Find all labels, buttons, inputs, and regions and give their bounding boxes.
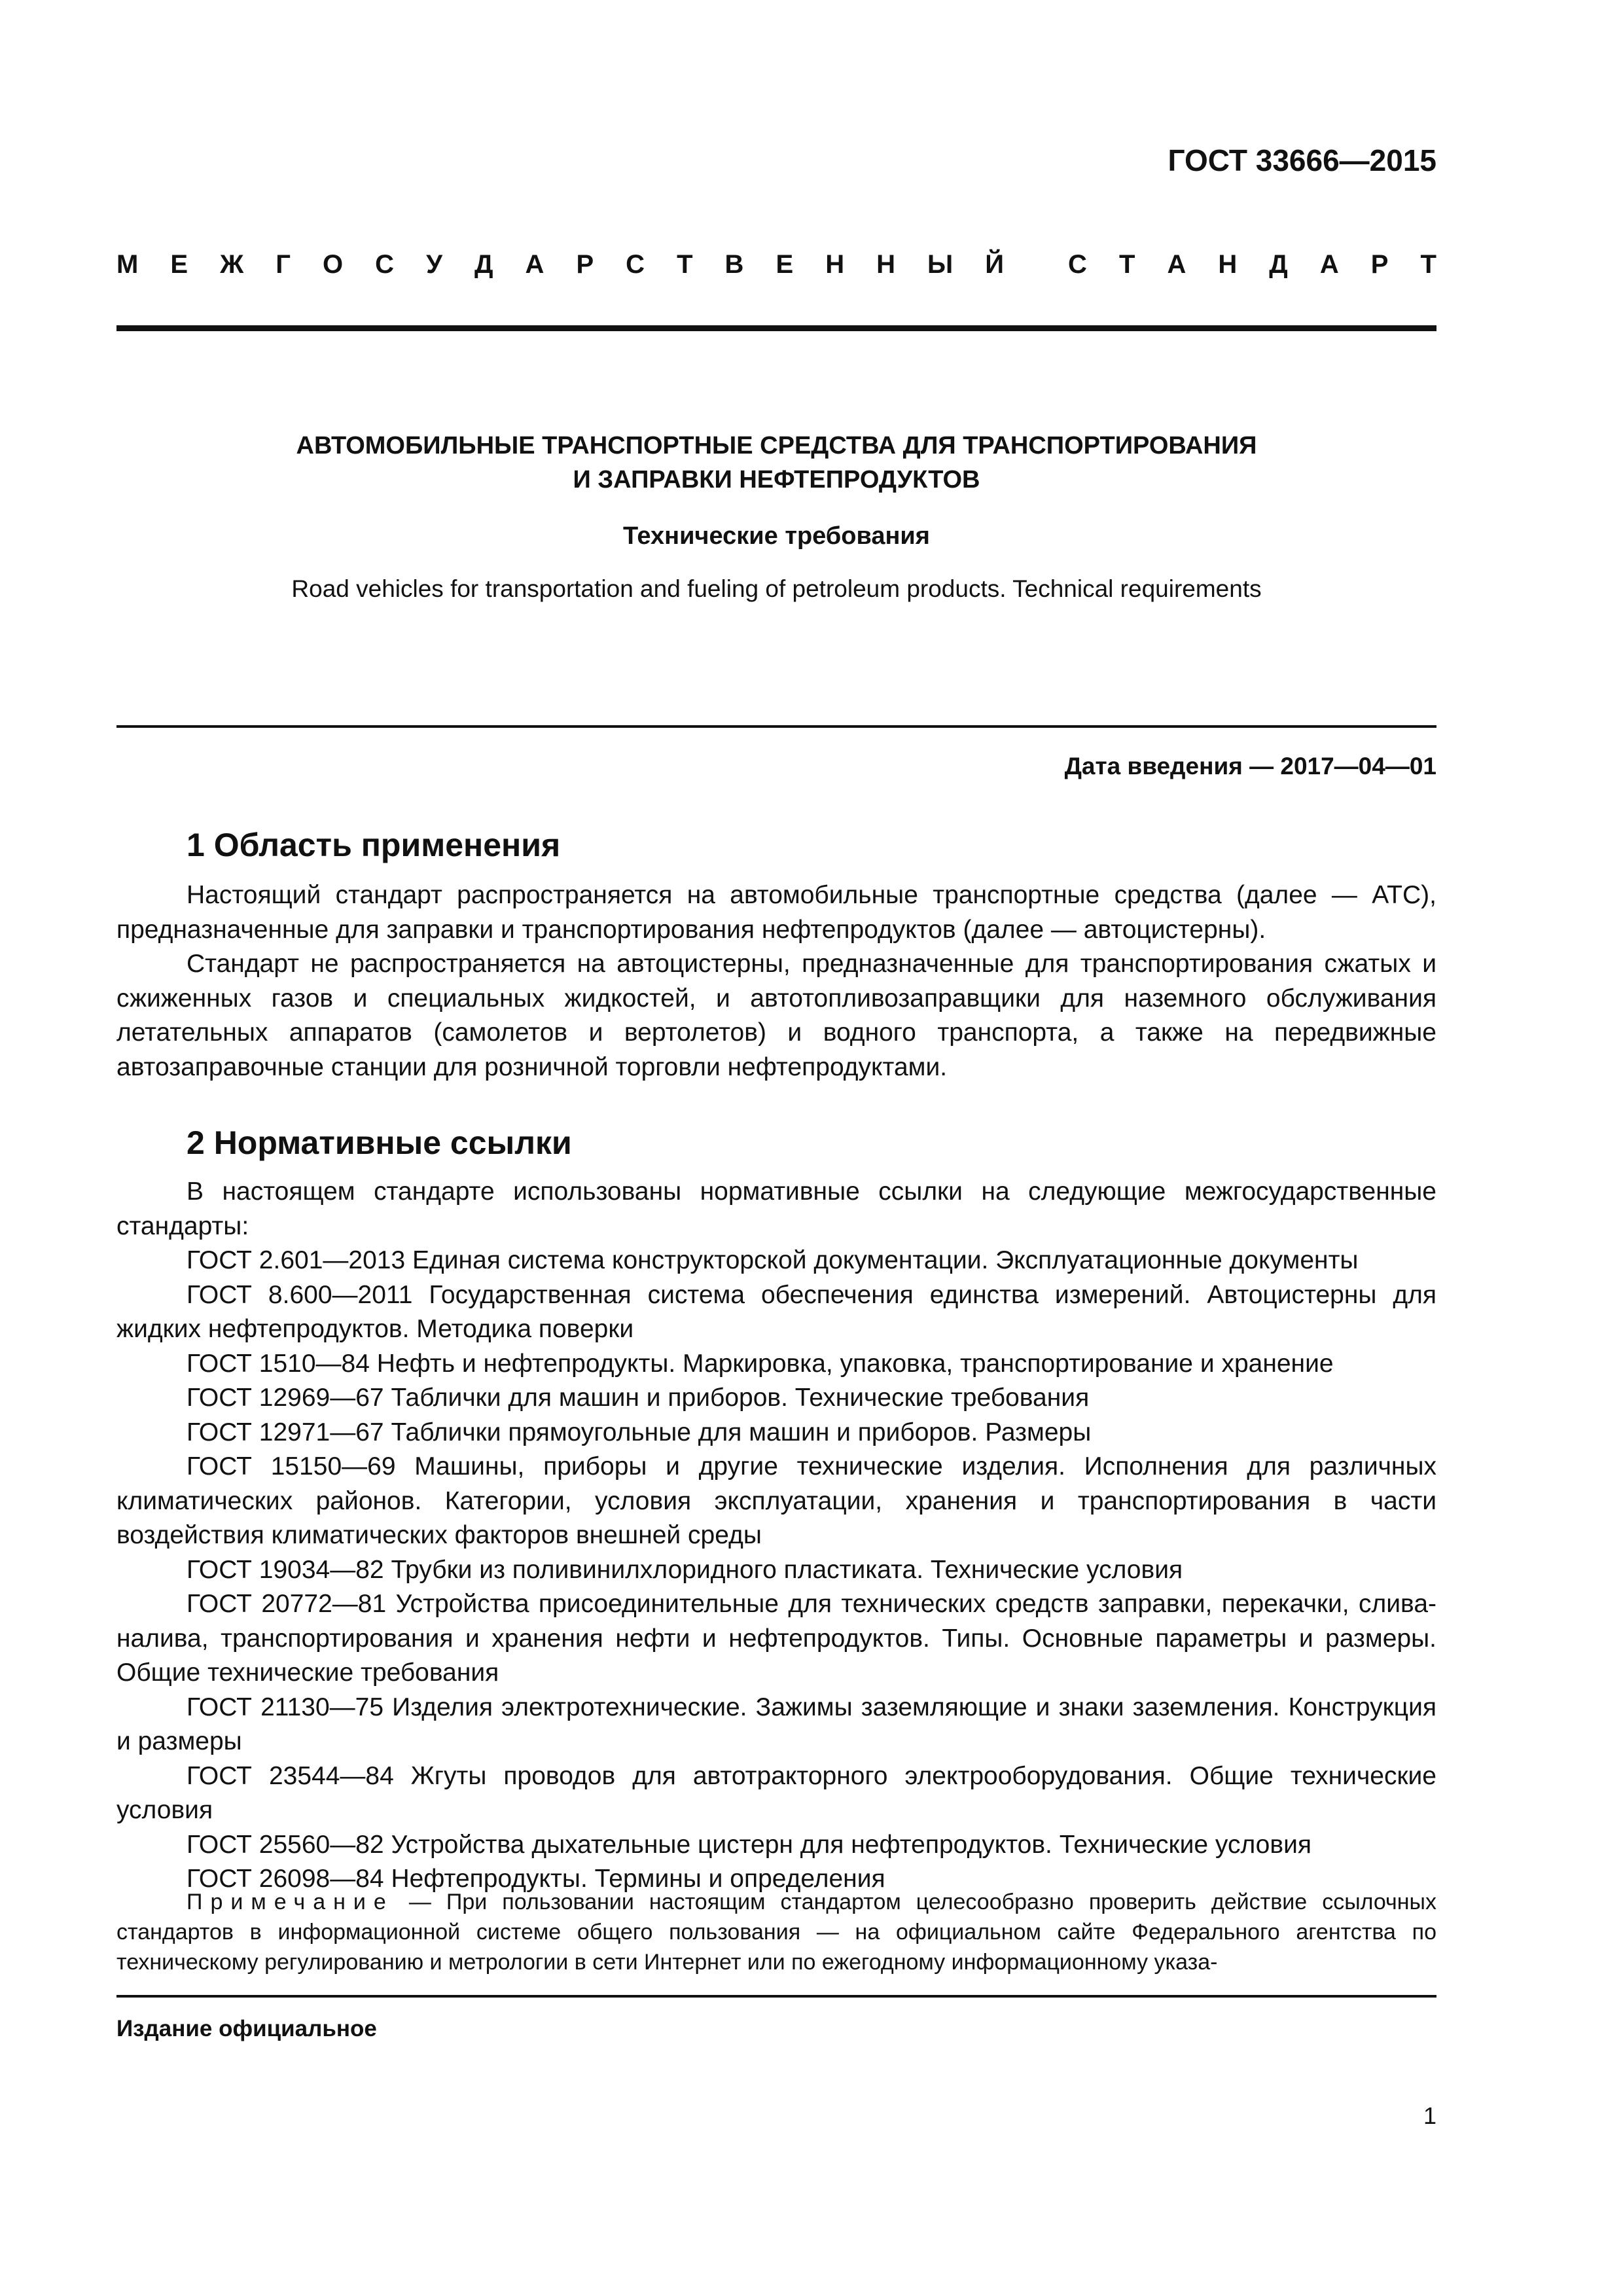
standard-type-letter: С	[1068, 250, 1087, 279]
reference-item: ГОСТ 23544—84 Жгуты проводов для автотракторного электрооборудования. Общие технические условия	[116, 1761, 1436, 1824]
title-block	[116, 429, 1436, 605]
footer-divider	[116, 1995, 1436, 1998]
reference-item: ГОСТ 2.601—2013 Единая система конструкторской документации. Эксплуатационные документы	[187, 1246, 1359, 1274]
reference-item: ГОСТ 8.600—2011 Государственная система обеспечения единства измерений. Автоцистерны для жидких нефтепродуктов. Методика поверки	[116, 1280, 1436, 1343]
note-text: — При пользовании настоящим стандартом целесообразно проверить действие ссылочных стандартов в информационной системе общего пользования — на официальном сайте Федерального агентства по техническому регулированию и метрологии в сети Интернет или по ежегодному информационному указа-	[116, 1890, 1436, 1975]
standard-type-letter: Ы	[927, 250, 954, 279]
document-subtitle: Технические требования	[623, 522, 930, 550]
standard-type-letter: Т	[677, 250, 693, 279]
title-divider	[116, 725, 1436, 728]
edition-label: Издание официальное	[116, 2016, 377, 2041]
reference-item: ГОСТ 12969—67 Таблички для машин и приборов. Технические требования	[187, 1384, 1090, 1412]
standard-type-letter: Д	[474, 250, 493, 279]
header-divider	[116, 325, 1436, 331]
standard-type-letter: Р	[576, 250, 594, 279]
paragraph: В настоящем стандарте использованы нормативные ссылки на следующие межгосударственные стандарты:	[116, 1177, 1436, 1240]
page-number: 1	[1423, 2102, 1436, 2129]
standard-type-letter: У	[426, 250, 442, 279]
standard-type-letter: Е	[170, 250, 188, 279]
standard-type-letter: Н	[1218, 250, 1238, 279]
document-number: ГОСТ 33666—2015	[1168, 143, 1436, 177]
standard-type-letter: Т	[1420, 250, 1436, 279]
reference-item: ГОСТ 15150—69 Машины, приборы и другие технические изделия. Исполнения для различных климатических районов. Категории, условия эксплуатации, хранения и транспортирования в части воздействия климатических факторов внешней среды	[116, 1452, 1436, 1549]
note-label: Примечание	[187, 1890, 394, 1914]
english-title: Road vehicles for transportation and fueling of petroleum products. Technical requirements	[291, 575, 1262, 602]
standard-type-letter: Н	[825, 250, 845, 279]
reference-item: ГОСТ 21130—75 Изделия электротехнические. Зажимы заземляющие и знаки заземления. Конструкция и размеры	[116, 1693, 1436, 1755]
section-1-heading: 1 Область применения	[187, 827, 561, 863]
section-2-heading: 2 Нормативные ссылки	[187, 1124, 572, 1161]
introduction-date: Дата введения — 2017—04—01	[1064, 753, 1436, 780]
reference-item: ГОСТ 12971—67 Таблички прямоугольные для машин и приборов. Размеры	[187, 1418, 1092, 1446]
document-title-line-2: И ЗАПРАВКИ НЕФТЕПРОДУКТОВ	[573, 466, 980, 493]
standard-type-letter: В	[724, 250, 744, 279]
standard-type-letter: М	[116, 250, 139, 279]
standard-type-letter: Н	[876, 250, 895, 279]
reference-item: ГОСТ 1510—84 Нефть и нефтепродукты. Маркировка, упаковка, транспортирование и хранение	[187, 1349, 1334, 1378]
standard-type-letter: Р	[1370, 250, 1389, 279]
note	[116, 1887, 1436, 1977]
reference-item: ГОСТ 20772—81 Устройства присоединительные для технических средств заправки, перекачки, слива-налива, транспортирования и хранения нефти и нефтепродуктов. Типы. Основные параметры и размеры. Общие технические требования	[116, 1590, 1436, 1687]
reference-item: ГОСТ 19034—82 Трубки из поливинилхлоридного пластиката. Технические условия	[187, 1555, 1183, 1584]
standard-type-letter: С	[626, 250, 645, 279]
section-1-body	[116, 878, 1436, 1085]
paragraph: Стандарт не распространяется на автоцистерны, предназначенные для транспортирования сжатых и сжиженных газов и специальных жидкостей, и автотопливозаправщики для наземного обслуживания летательных аппаратов (самолетов и вертолетов) и водного транспорта, а также на передвижные автозаправочные станции для розничной торговли нефтепродуктами.	[116, 950, 1436, 1081]
standard-type-letter: Т	[1118, 250, 1135, 279]
section-2-body	[116, 1175, 1436, 1897]
standard-type-heading	[116, 250, 1436, 279]
standard-type-letter: А	[1167, 250, 1186, 279]
document-title-line-1: АВТОМОБИЛЬНЫЕ ТРАНСПОРТНЫЕ СРЕДСТВА ДЛЯ ТРАНСПОРТИРОВАНИЯ	[296, 432, 1257, 459]
reference-item: ГОСТ 25560—82 Устройства дыхательные цистерн для нефтепродуктов. Технические условия	[187, 1830, 1311, 1859]
standard-type-letter: Й	[985, 250, 1004, 279]
standard-type-letter: Д	[1269, 250, 1288, 279]
standard-type-letter: О	[322, 250, 344, 279]
standard-type-letter: С	[375, 250, 395, 279]
standard-type-letter: Г	[276, 250, 291, 279]
standard-type-letter: А	[525, 250, 544, 279]
standard-type-letter: Е	[776, 250, 794, 279]
paragraph: Настоящий стандарт распространяется на автомобильные транспортные средства (далее — АТС), предназначенные для заправки и транспортирования нефтепродуктов (далее — автоцистерны).	[116, 881, 1436, 944]
standard-type-letter: Ж	[220, 250, 244, 279]
standard-type-letter: А	[1319, 250, 1339, 279]
reference-item: ГОСТ 26098—84 Нефтепродукты. Термины и определения	[187, 1865, 885, 1893]
